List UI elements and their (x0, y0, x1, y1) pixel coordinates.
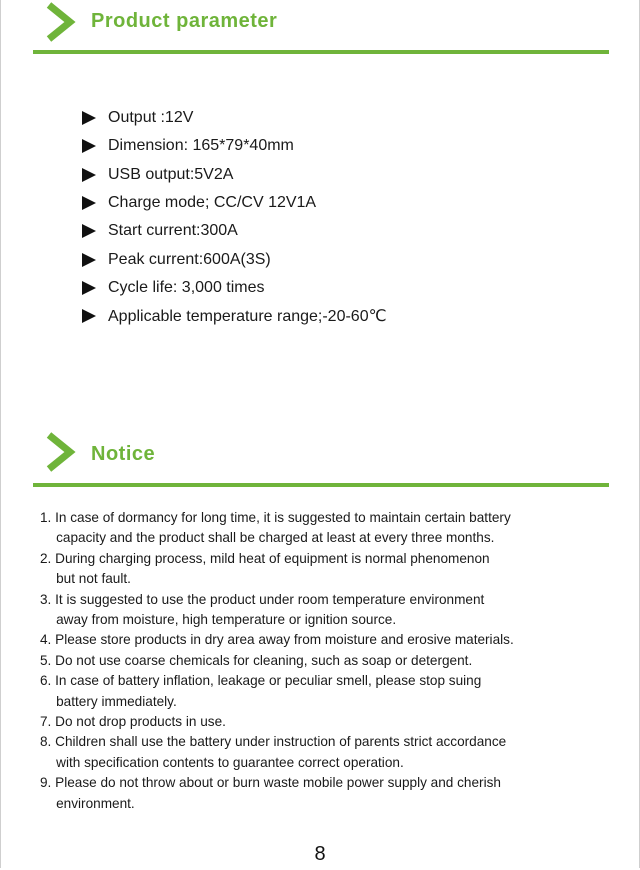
parameter-item (82, 132, 387, 160)
parameter-text: Peak current:600A(3S) (108, 250, 271, 268)
notice-text-line: In case of dormancy for long time, it is suggested to maintain certain battery (55, 510, 511, 525)
bullet-triangle-icon (82, 253, 96, 267)
bullet-triangle-icon (82, 224, 96, 238)
bullet-triangle-icon (82, 309, 96, 323)
bullet-triangle-icon (82, 281, 96, 295)
notice-number: 6. (40, 673, 56, 689)
notice-number: 1. (40, 510, 56, 525)
notice-number: 7. (40, 714, 56, 730)
notice-text (55, 651, 472, 671)
parameter-text: USB output:5V2A (108, 165, 234, 183)
parameter-item (82, 302, 387, 330)
notice-header (33, 430, 609, 478)
notice-item (40, 651, 615, 671)
notice-item (40, 590, 615, 631)
parameter-text: Output :12V (108, 109, 194, 127)
product-parameter-list (82, 104, 387, 330)
notice-list (40, 508, 615, 814)
parameter-item (82, 161, 387, 189)
notice-item (40, 549, 615, 590)
notice-item (40, 671, 615, 712)
bullet-triangle-icon (82, 196, 96, 210)
parameter-item (82, 274, 387, 302)
notice-item (40, 630, 615, 650)
section-title: Product parameter (91, 10, 278, 32)
notice-number: 8. (40, 734, 56, 750)
parameter-text: Dimension: 165*79*40mm (108, 137, 294, 155)
bullet-triangle-icon (82, 168, 96, 182)
section-divider (33, 483, 609, 487)
notice-text (55, 630, 514, 650)
bullet-triangle-icon (82, 139, 96, 153)
section-divider (33, 50, 609, 54)
parameter-item (82, 217, 387, 245)
notice-item (40, 773, 615, 814)
parameter-item (82, 245, 387, 273)
notice-text-line: In case of battery inflation, leakage or peculiar smell, please stop suing (55, 673, 482, 689)
notice-text-line: battery immediately. (56, 693, 177, 709)
chevron-right-icon (43, 430, 77, 474)
notice-text-line: During charging process, mild heat of equipment is normal phenomenon (55, 550, 490, 566)
notice-text (55, 590, 484, 631)
notice-text (55, 732, 506, 773)
notice-text-line: away from moisture, high temperature or ignition source. (56, 612, 397, 628)
notice-text-line: Please store products in dry area away from moisture and erosive materials. (55, 632, 514, 648)
section-title: Notice (91, 443, 156, 465)
parameter-text: Cycle life: 3,000 times (108, 278, 265, 296)
parameter-text: Charge mode; CC/CV 12V1A (108, 194, 317, 212)
notice-text-line: but not fault. (56, 571, 131, 587)
parameter-item (82, 189, 387, 217)
notice-text (55, 773, 501, 814)
notice-text (55, 712, 226, 732)
product-parameter-header (33, 0, 609, 48)
notice-text-line: with specification contents to guarantee correct operation. (56, 754, 404, 770)
notice-item (40, 712, 615, 732)
notice-number: 3. (40, 591, 56, 607)
chevron-right-icon (43, 0, 77, 44)
parameter-item (82, 104, 387, 132)
notice-item (40, 732, 615, 773)
notice-text-line: environment. (56, 795, 135, 811)
notice-text-line: Do not use coarse chemicals for cleaning, such as soap or detergent. (55, 652, 473, 668)
notice-text (55, 549, 490, 590)
notice-text-line: Children shall use the battery under instruction of parents strict accordance (55, 734, 507, 750)
notice-text-line: Do not drop products in use. (55, 714, 226, 730)
notice-number: 5. (40, 652, 56, 668)
notice-number: 2. (40, 550, 56, 566)
parameter-text: Start current:300A (108, 222, 238, 240)
notice-number: 4. (40, 632, 56, 648)
bullet-triangle-icon (82, 111, 96, 125)
notice-text (55, 508, 511, 549)
notice-text-line: It is suggested to use the product under room temperature environment (55, 591, 485, 607)
notice-text-line: Please do not throw about or burn waste mobile power supply and cherish (55, 775, 501, 791)
page-number: 8 (314, 843, 326, 865)
notice-text-line: capacity and the product shall be charged at least at every three months. (56, 530, 495, 546)
notice-number: 9. (40, 775, 56, 791)
notice-item (40, 508, 615, 549)
parameter-text: Applicable temperature range;-20-60℃ (108, 308, 387, 326)
notice-text (55, 671, 481, 712)
